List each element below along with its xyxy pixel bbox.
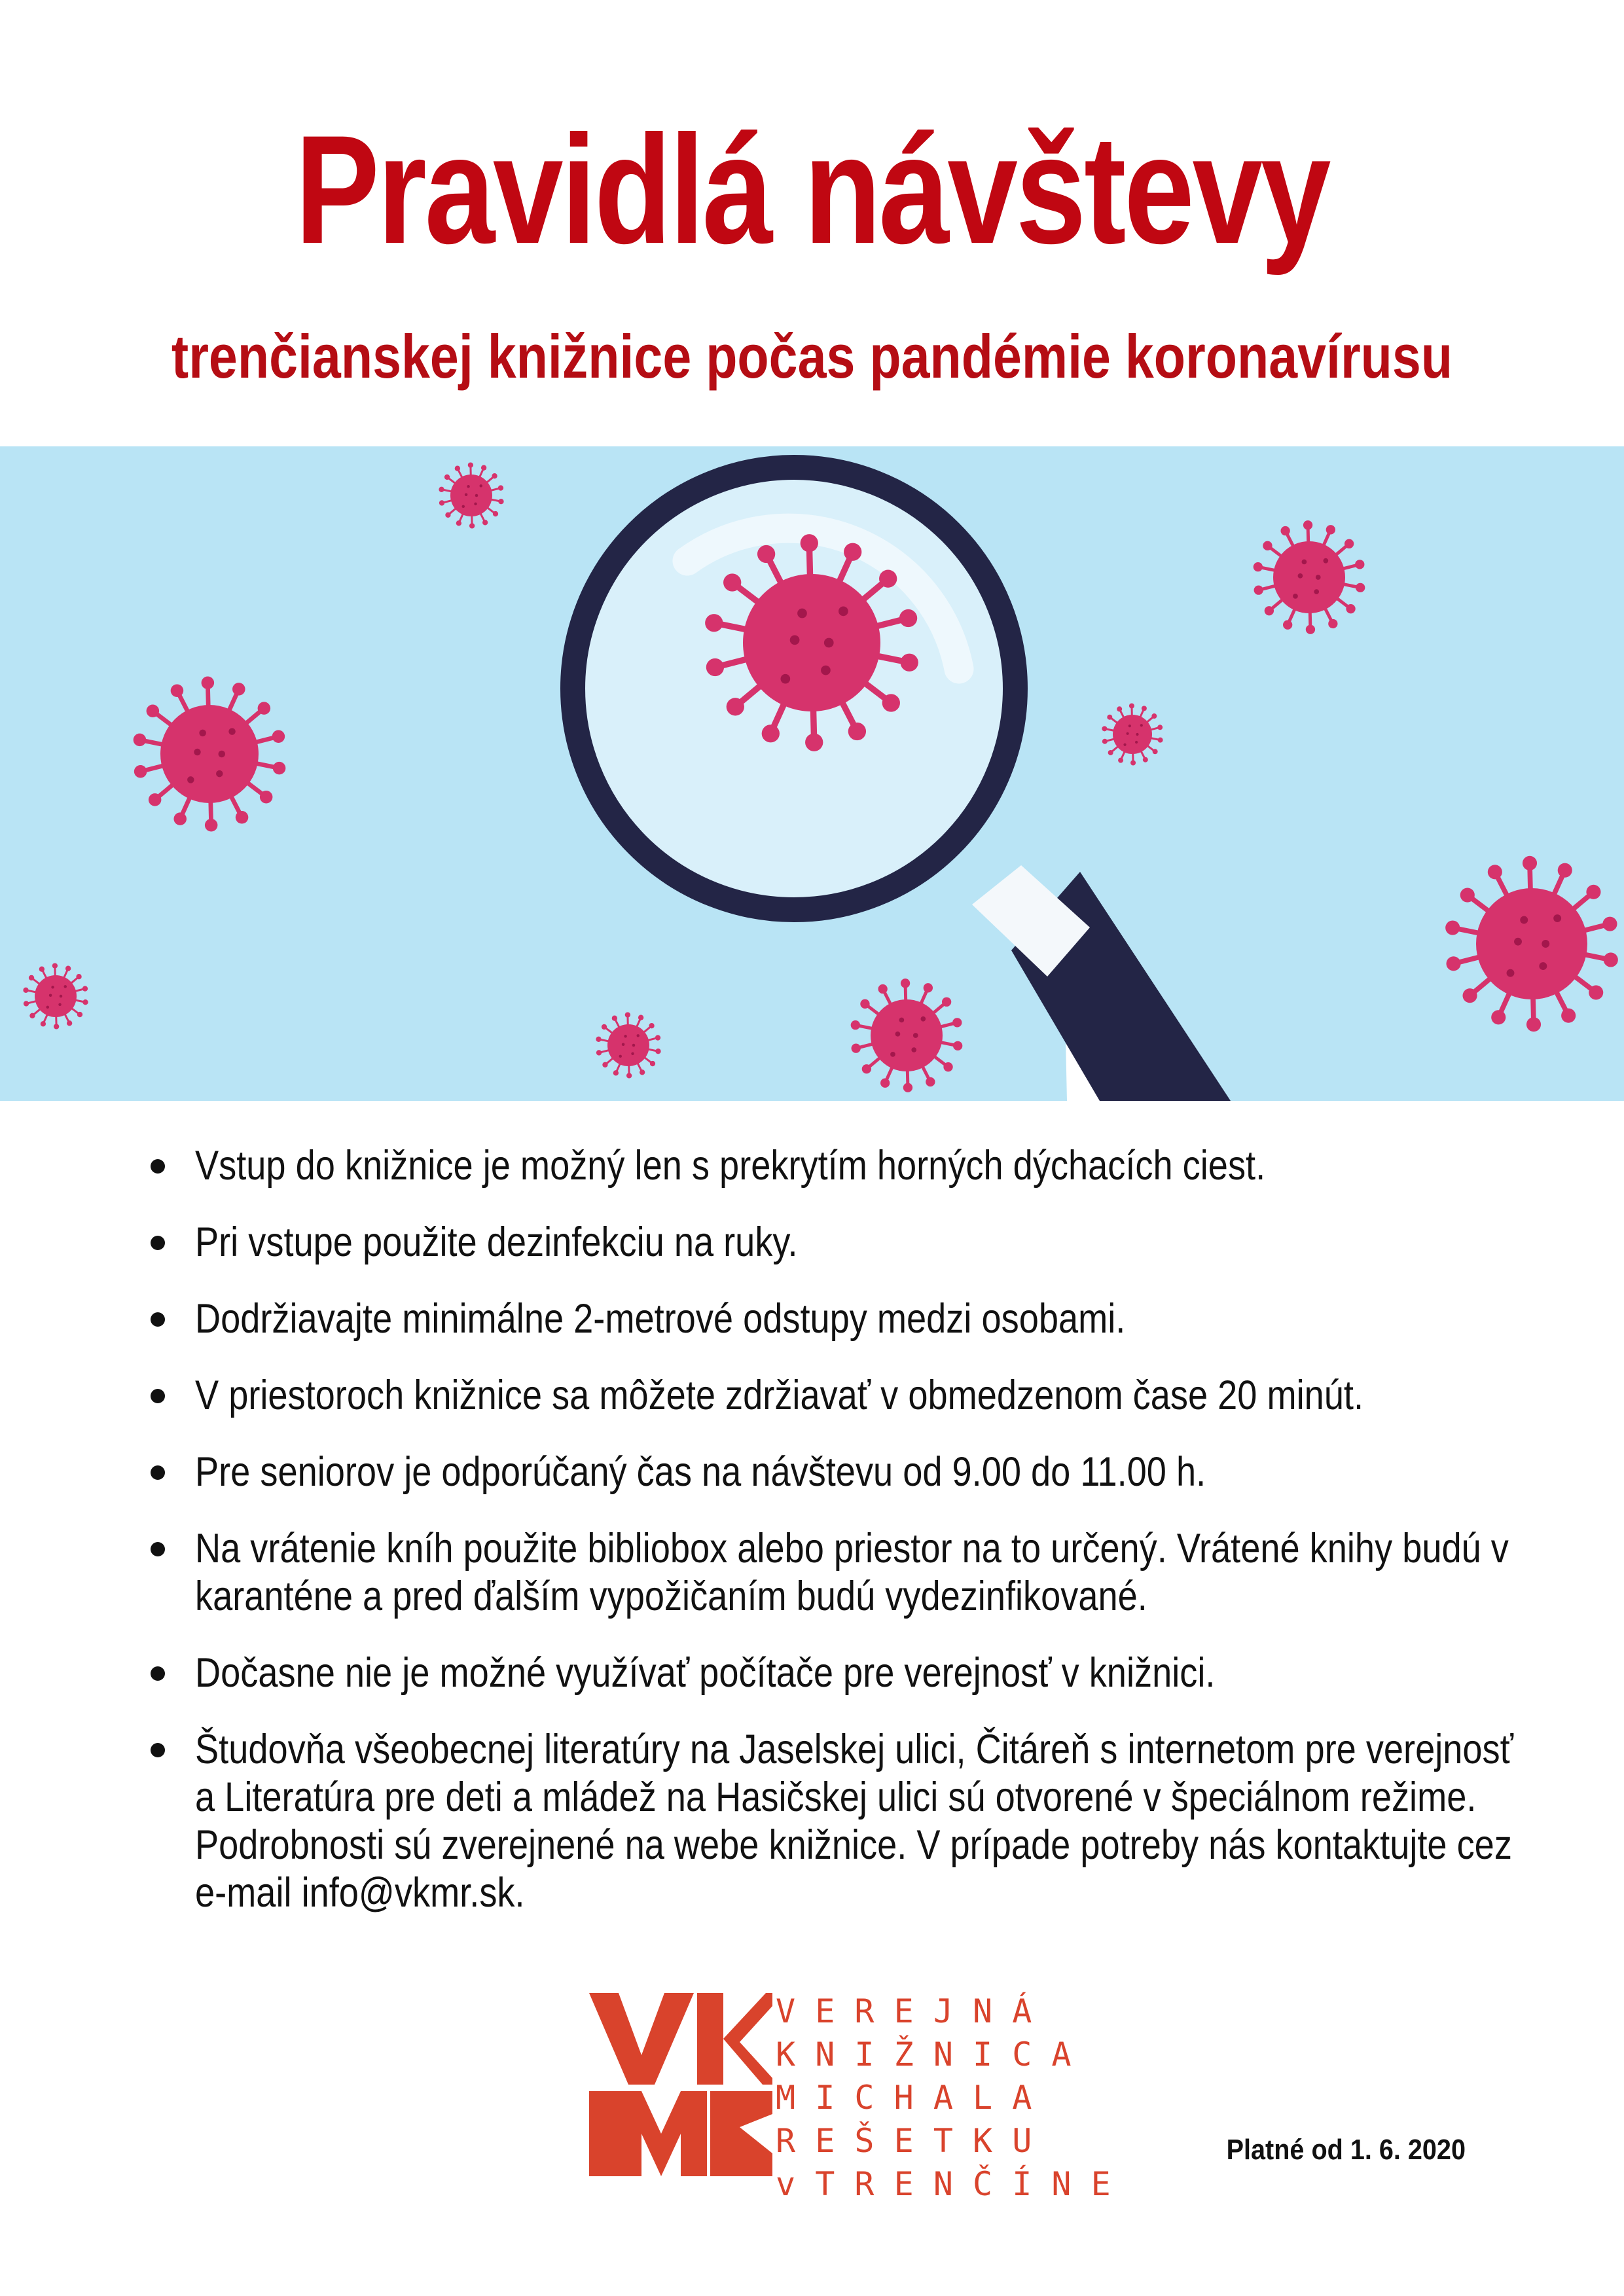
virus-particle-icon	[134, 677, 286, 832]
bullet-icon	[151, 1159, 165, 1174]
bullet-icon	[151, 1465, 165, 1480]
logo-line: M I C H A L A	[776, 2079, 1032, 2117]
magnifying-glass-virus-icon	[0, 446, 1624, 1101]
virus-particle-icon	[1445, 856, 1618, 1032]
list-item	[137, 1219, 1525, 1266]
rule-text: V priestoroch knižnice sa môžete zdržiavať v obmedzenom čase 20 minút.	[195, 1372, 1364, 1418]
rule-text: Dodržiavajte minimálne 2-metrové odstupy medzi osobami.	[195, 1296, 1126, 1342]
list-item	[137, 1649, 1525, 1697]
list-item	[137, 1448, 1525, 1496]
valid-from-date: Platné od 1. 6. 2020	[1226, 2134, 1466, 2166]
magnifier-handle	[972, 865, 1231, 1101]
rule-text: Študovňa všeobecnej literatúry na Jaselskej ulici, Čitáreň s internetom pre verejnosť a Literatúra pre deti a mládež na Hasičskej ulici sú otvorené v špeciálnom režime. Podrobnosti sú zverejnené na webe knižnice. V prípade potreby nás kontaktujte cez e-mail info@vkmr.sk.	[195, 1727, 1513, 1916]
rule-text: Dočasne nie je možné využívať počítače pre verejnosť v knižnici.	[195, 1650, 1216, 1696]
virus-particle-icon	[439, 462, 503, 528]
bullet-icon	[151, 1542, 165, 1556]
list-item	[137, 1525, 1525, 1621]
rules-list	[137, 1142, 1525, 1946]
rule-text: Na vrátenie kníh použite bibliobox alebo priestor na to určený. Vrátené knihy budú v karanténe a pred ďalším vypožičaním budú vydezinfikované.	[195, 1526, 1509, 1619]
list-item	[137, 1295, 1525, 1343]
list-item	[137, 1372, 1525, 1420]
rule-text: Pre seniorov je odporúčaný čas na návštevu od 9.00 do 11.00 h.	[195, 1449, 1206, 1495]
list-item	[137, 1142, 1525, 1190]
virus-particle-icon	[851, 978, 963, 1092]
logo-line: V E R E J N Á	[776, 1992, 1032, 2030]
bullet-icon	[151, 1389, 165, 1403]
library-logo-text	[776, 1990, 1111, 2206]
logo-line: K N I Ž N I C A	[776, 2036, 1072, 2073]
list-item	[137, 1726, 1525, 1917]
page-title: Pravidlá návštevy	[295, 103, 1329, 276]
rule-text: Vstup do knižnice je možný len s prekrytím horných dýchacích ciest.	[195, 1143, 1266, 1189]
bullet-icon	[151, 1666, 165, 1681]
virus-particle-icon	[23, 963, 88, 1029]
logo-line: v T R E N Č Í N E	[776, 2165, 1111, 2203]
virus-particle-icon	[1102, 704, 1163, 766]
illustration-banner	[0, 446, 1624, 1101]
page-subtitle: trenčianskej knižnice počas pandémie koronavírusu	[171, 322, 1453, 391]
bullet-icon	[151, 1743, 165, 1757]
logo-line: R E Š E T K U	[776, 2122, 1032, 2160]
bullet-icon	[151, 1236, 165, 1250]
bullet-icon	[151, 1312, 165, 1327]
library-logo-icon	[589, 1993, 772, 2176]
rule-text: Pri vstupe použite dezinfekciu na ruky.	[195, 1219, 798, 1265]
virus-particle-icon	[1254, 520, 1365, 634]
virus-particle-icon	[596, 1012, 660, 1078]
